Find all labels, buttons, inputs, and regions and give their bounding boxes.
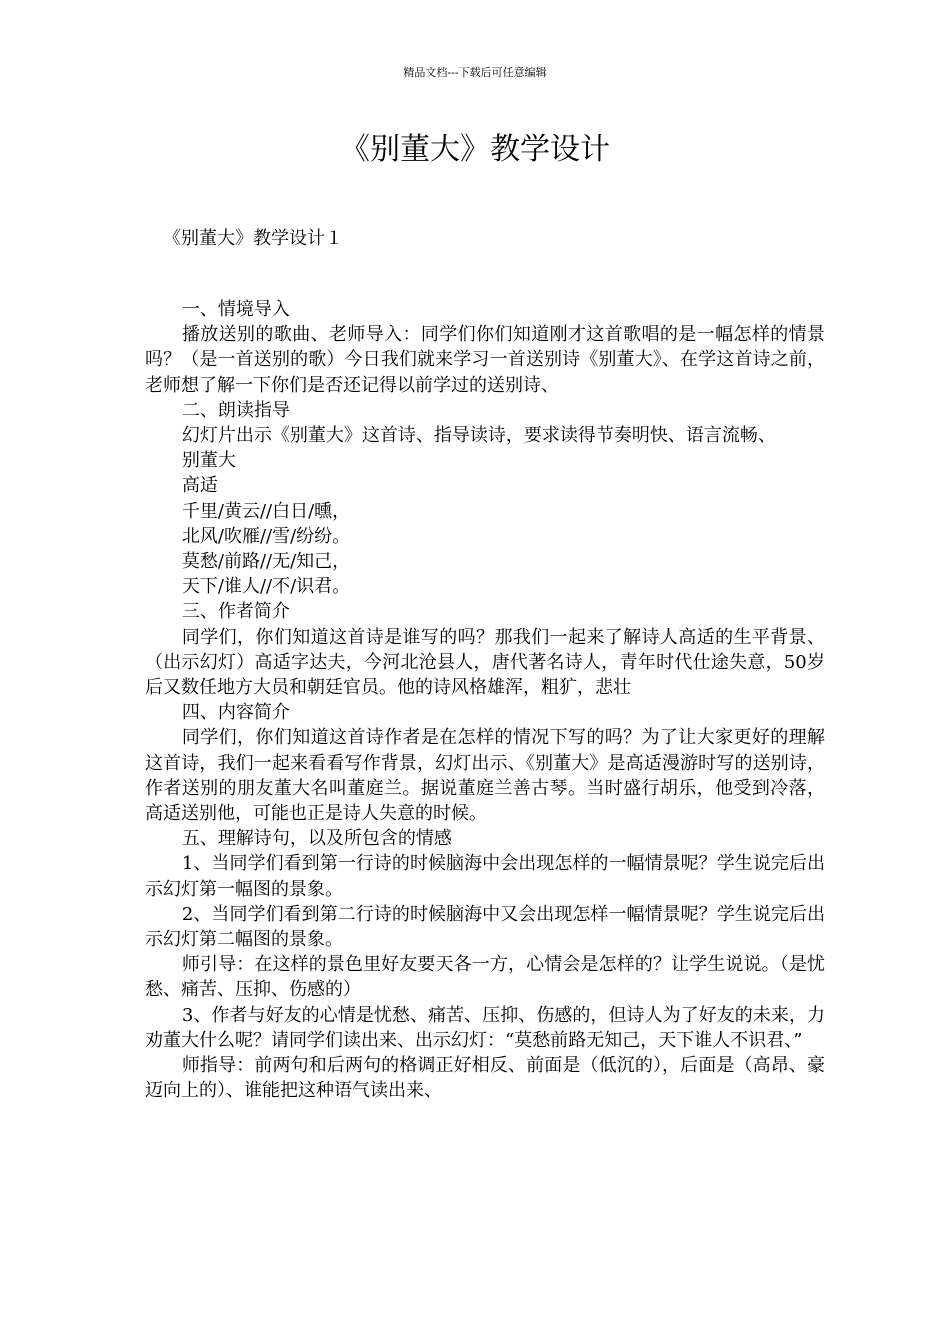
body-paragraph: 师引导：在这样的景色里好友要天各一方，心情会是怎样的？让学生说说。（是忧愁、痛苦、压抑、伤感的） xyxy=(145,954,825,1001)
poem-line: 北风/吹雁//雪/纷纷。 xyxy=(181,525,351,547)
section-heading: 一、情境导入 xyxy=(181,299,290,320)
poem-line: 千里/黄云//白日/曛， xyxy=(181,500,351,522)
body-paragraph: 同学们，你们知道这首诗是谁写的吗？那我们一起来了解诗人高适的生平背景、（出示幻灯）高适字达夫，今河北沧县人，唐代著名诗人，青年时代仕途失意，50岁后又数任地方大员和朝廷官员。他的诗风格雄浑，粗犷，悲壮 xyxy=(145,626,825,699)
section-heading: 四、内容简介 xyxy=(181,702,290,724)
section-heading: 三、作者简介 xyxy=(181,601,290,623)
poem-title: 别董大 xyxy=(181,450,236,472)
body-paragraph: 2、当同学们看到第二行诗的时候脑海中又会出现怎样一幅情景呢？学生说完后出示幻灯第二幅图的景象。 xyxy=(145,903,825,951)
body-paragraph: 同学们，你们知道这首诗作者是在怎样的情况下写的吗？为了让大家更好的理解这首诗，我们一起来看看写作背景，幻灯出示、《别董大》是高适漫游时写的送别诗，作者送别的朋友董大名叫董庭兰。据说董庭兰善古琴。当时盛行胡乐，他受到冷落，高适送别他，可能也正是诗人失意的时候。 xyxy=(145,727,825,825)
document-subtitle: 《别董大》教学设计１ xyxy=(163,228,343,249)
poem-author: 高适 xyxy=(181,475,218,497)
poem-line: 莫愁/前路//无/知己， xyxy=(181,551,351,573)
body-paragraph: 幻灯片出示《别董大》这首诗、指导读诗，要求读得节奏明快、语言流畅、 xyxy=(181,425,776,447)
document-body xyxy=(145,297,825,1104)
section-heading: 五、理解诗句，以及所包含的情感 xyxy=(181,828,452,850)
body-paragraph: 播放送别的歌曲、老师导入：同学们你们知道刚才这首歌唱的是一幅怎样的情景吗？（是一首送别的歌）今日我们就来学习一首送别诗《别董大》、在学这首诗之前，老师想了解一下你们是否还记得以前学过的送别诗、 xyxy=(145,324,825,396)
body-paragraph: 1、当同学们看到第一行诗的时候脑海中会出现怎样的一幅情景呢？学生说完后出示幻灯第一幅图的景象。 xyxy=(145,853,825,900)
section-heading: 二、朗读指导 xyxy=(181,399,290,421)
body-paragraph: 3、作者与好友的心情是忧愁、痛苦、压抑、伤感的，但诗人为了好友的未来，力劝董大什么呢？请同学们读出来、出示幻灯：“莫愁前路无知己，天下谁人不识君、” xyxy=(145,1004,825,1051)
header-note: 精品文档---下载后可任意编辑 xyxy=(403,66,547,79)
document-title: 《别董大》教学设计 xyxy=(340,132,610,167)
poem-line: 天下/谁人//不/识君。 xyxy=(181,576,351,598)
body-paragraph: 师指导：前两句和后两句的格调正好相反、前面是（低沉的），后面是（高昂、豪迈向上的）、谁能把这种语气读出来、 xyxy=(145,1055,825,1102)
